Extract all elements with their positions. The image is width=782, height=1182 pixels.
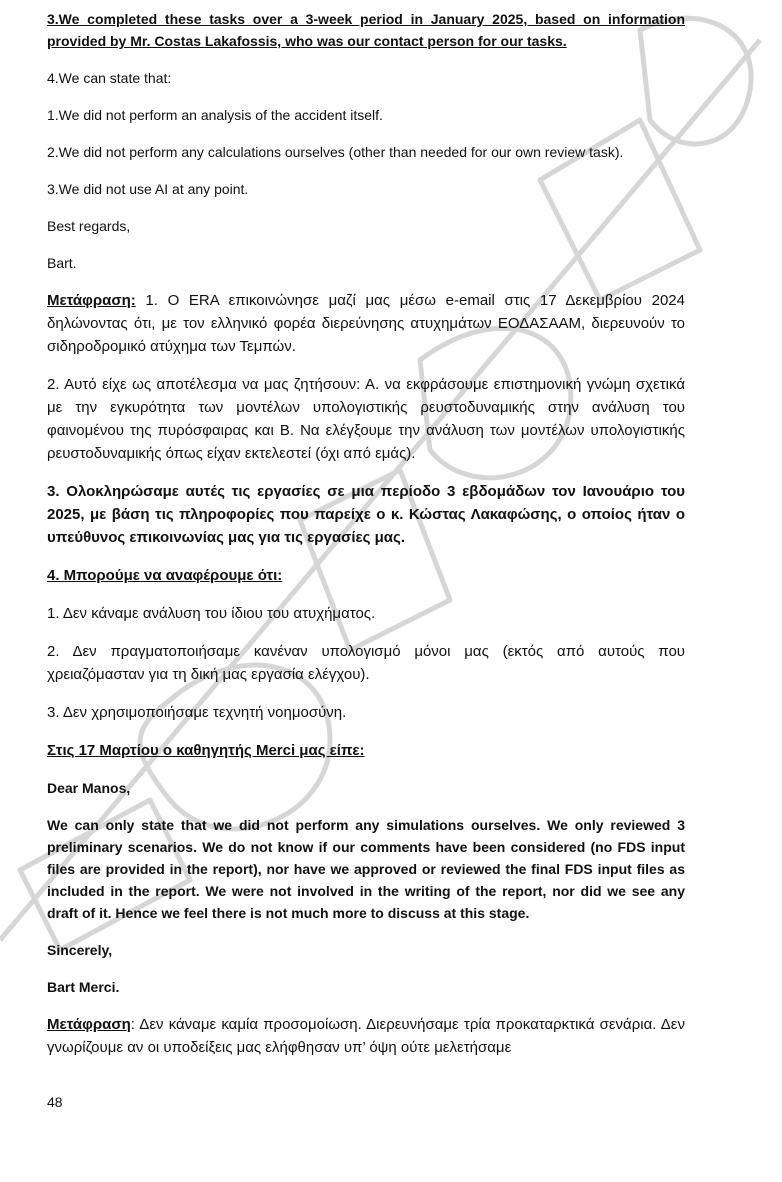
letter-signature: Bart Merci. xyxy=(47,979,120,995)
greek-list-item-1: 1. Δεν κάναμε ανάλυση του ίδιου του ατυχήματος. xyxy=(47,605,376,622)
greek-heading-4: 4. Μπορούμε να αναφέρουμε ότι: xyxy=(47,567,283,584)
translation-text: 1. Ο ERA επικοινώνησε μαζί μας μέσω e-email στις 17 Δεκεμβρίου 2024 δηλώνοντας ότι, με τον ελληνικό φορέα διερεύνησης ατυχημάτων ΕΟΔΑΣΑΑΜ, διερευνούν το σιδηροδρομικό ατύχημα των Τεμπών. xyxy=(47,292,685,355)
greek-list-item-2: 2. Δεν πραγματοποιήσαμε κανέναν υπολογισμό μόνοι μας (εκτός από αυτούς που χρειαζόμασταν για τη δική μας εργασία ελέγχου). xyxy=(47,643,685,683)
list-item-1: 1.We did not perform an analysis of the accident itself. xyxy=(47,107,383,123)
greek-list-item-3: 3. Δεν χρησιμοποιήσαμε τεχνητή νοημοσύνη. xyxy=(47,704,347,721)
march-heading: Στις 17 Μαρτίου ο καθηγητής Merci μας είπε: xyxy=(47,742,365,759)
letter-sincerely: Sincerely, xyxy=(47,942,113,958)
closing-regards: Best regards, xyxy=(47,218,131,234)
letter-salutation: Dear Manos, xyxy=(47,780,131,796)
paragraph-state: 4.We can state that: xyxy=(47,70,172,86)
document-page xyxy=(47,8,685,1074)
translation2-label: Μετάφραση xyxy=(47,1016,131,1033)
paragraph-completed: 3.We completed these tasks over a 3-week period in January 2025, based on information provided by Mr. Costas Lakafossis, who was our contact person for our tasks. xyxy=(47,11,685,49)
translation-label: Μετάφραση: xyxy=(47,292,136,309)
greek-paragraph-2: 2. Αυτό είχε ως αποτέλεσμα να μας ζητήσουν: Α. να εκφράσουμε επιστημονική γνώμη σχετικά με την εγκυρότητα των μοντέλων υπολογιστικής ρευστοδυναμικής στην ανάλυση του φαινομένου της πυρόσφαιρας και Β. Να ελέγξουμε την ανάλυση των μοντέλων υπολογιστικής ρευστοδυναμικής όπως είχαν εκτελεστεί (όχι από εμάς). xyxy=(47,376,685,462)
translation2-text: Δεν κάναμε καμία προσομοίωση. Διερευνήσαμε τρία προκαταρκτικά σενάρια. Δεν γνωρίζουμε αν οι υποδείξεις μας ελήφθησαν υπ’ όψη ούτε μελετήσαμε xyxy=(47,1016,685,1056)
list-item-2: 2.We did not perform any calculations ourselves (other than needed for our own review task). xyxy=(47,144,624,160)
page-number: 48 xyxy=(47,1094,63,1110)
signature-bart: Bart. xyxy=(47,255,77,271)
translation2-colon: : xyxy=(130,1016,135,1033)
translation-1 xyxy=(47,289,685,358)
greek-paragraph-3: 3. Ολοκληρώσαμε αυτές τις εργασίες σε μια περίοδο 3 εβδομάδων τον Ιανουάριο του 2025, με βάση τις πληροφορίες που παρείχε ο κ. Κώστας Λακαφώσης, ο οποίος ήταν ο υπεύθυνος επικοινωνίας μας για τις εργασίες μας. xyxy=(47,483,685,546)
letter-body: We can only state that we did not perform any simulations ourselves. We only reviewed 3 preliminary scenarios. We do not know if our comments have been considered (no FDS input files are provided in the report), nor have we approved or reviewed the final FDS input files as included in the report. We were not involved in the writing of the report, nor did we see any draft of it. Hence we feel there is not much more to discuss at this stage. xyxy=(47,817,685,921)
list-item-3: 3.We did not use AI at any point. xyxy=(47,181,249,197)
translation-2 xyxy=(47,1013,685,1059)
